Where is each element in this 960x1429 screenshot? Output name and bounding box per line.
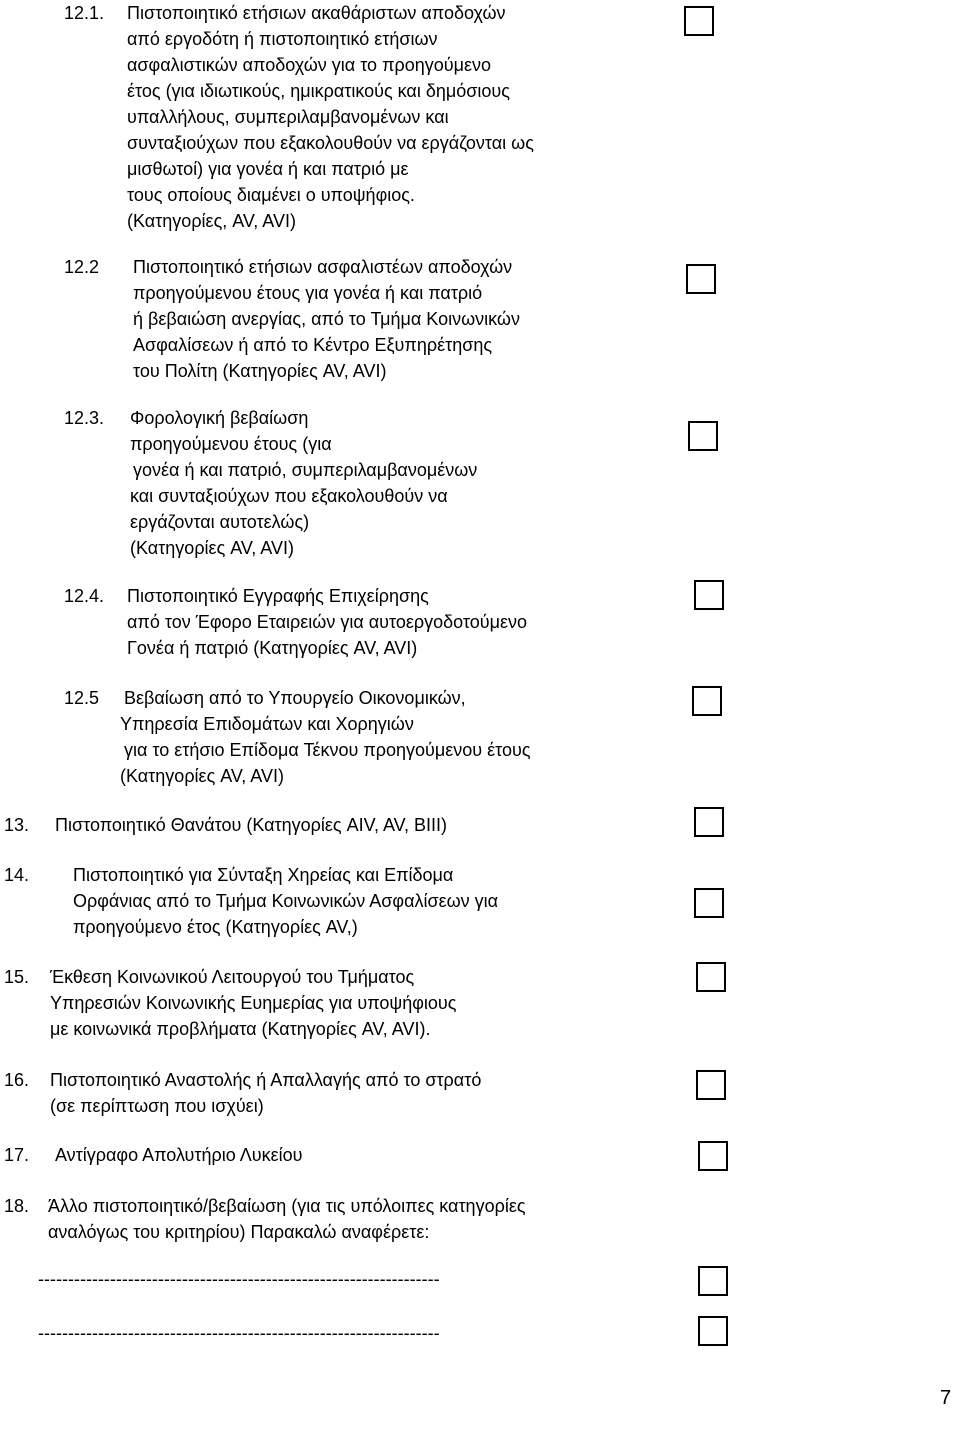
item-text-line: Πιστοποιητικό Αναστολής ή Απαλλαγής από το στρατό — [50, 1070, 482, 1090]
item-text-line: έτος (για ιδιωτικούς, ημικρατικούς και δημόσιους — [127, 81, 510, 101]
item-text-line: και συνταξιούχων που εξακολουθούν να — [130, 486, 448, 506]
checkbox[interactable] — [692, 686, 722, 716]
checkbox[interactable] — [694, 888, 724, 918]
item-text-line: Πιστοποιητικό ετήσιων ακαθάριστων αποδοχών — [127, 3, 506, 23]
item-text-line: Υπηρεσιών Κοινωνικής Ευημερίας για υποψήφιους — [50, 993, 457, 1013]
checkbox[interactable] — [696, 962, 726, 992]
item-text-line: από τον Έφορο Εταιρειών για αυτοεργοδοτούμενο — [127, 612, 528, 632]
blank-fill-line[interactable]: ------------------------------------------------------------------- — [38, 1269, 440, 1289]
item-number: 12.4. — [64, 586, 105, 606]
item-number: 12.2 — [64, 257, 100, 277]
item-text-line: τους οποίους διαμένει ο υποψήφιος. — [127, 185, 415, 205]
item-number: 16. — [4, 1070, 30, 1090]
checkbox[interactable] — [694, 807, 724, 837]
item-text-line: Έκθεση Κοινωνικού Λειτουργού του Τμήματος — [50, 967, 415, 987]
checkbox[interactable] — [684, 6, 714, 36]
blank-fill-line[interactable]: ------------------------------------------------------------------- — [38, 1323, 440, 1343]
item-text-line: για το ετήσιο Επίδομα Τέκνου προηγούμενου έτους — [124, 740, 531, 760]
item-number: 18. — [4, 1196, 30, 1216]
item-number: 15. — [4, 967, 30, 987]
checkbox[interactable] — [686, 264, 716, 294]
checkbox[interactable] — [698, 1316, 728, 1346]
item-text-line: από εργοδότη ή πιστοποιητικό ετήσιων — [127, 29, 438, 49]
item-text-line: προηγούμενου έτους για γονέα ή και πατριό — [133, 283, 483, 303]
item-text-line: Αντίγραφο Απολυτήριο Λυκείου — [55, 1145, 303, 1165]
item-text-line: προηγούμενου έτους (για — [130, 434, 332, 454]
item-text-line: (Κατηγορίες AV, AVI) — [130, 538, 294, 558]
item-text-line: (σε περίπτωση που ισχύει) — [50, 1096, 264, 1116]
item-text-line: υπαλλήλους, συμπεριλαμβανομένων και — [127, 107, 449, 127]
checkbox[interactable] — [698, 1141, 728, 1171]
item-text-line: Πιστοποιητικό Θανάτου (Κατηγορίες AIV, AV, BIII) — [55, 815, 447, 835]
item-number: 17. — [4, 1145, 30, 1165]
item-text-line: του Πολίτη (Κατηγορίες AV, AVI) — [133, 361, 387, 381]
item-text-line: Πιστοποιητικό Εγγραφής Επιχείρησης — [127, 586, 429, 606]
item-text-line: Φορολογική βεβαίωση — [130, 408, 309, 428]
item-text-line: Υπηρεσία Επιδομάτων και Χορηγιών — [120, 714, 414, 734]
item-text-line: Ασφαλίσεων ή από το Κέντρο Εξυπηρέτησης — [133, 335, 493, 355]
item-text-line: Βεβαίωση από το Υπουργείο Οικονομικών, — [124, 688, 466, 708]
item-number: 13. — [4, 815, 30, 835]
item-text-line: ή βεβαιώση ανεργίας, από το Τμήμα Κοινωνικών — [133, 309, 520, 329]
checkbox[interactable] — [694, 580, 724, 610]
item-text-line: Πιστοποιητικό για Σύνταξη Χηρείας και Επίδομα — [73, 865, 454, 885]
item-number: 12.3. — [64, 408, 105, 428]
item-number: 14. — [4, 865, 30, 885]
item-text-line: (Κατηγορίες, AV, AVI) — [127, 211, 296, 231]
item-text-line: ασφαλιστικών αποδοχών για το προηγούμενο — [127, 55, 492, 75]
item-text-line: Ορφάνιας από το Τμήμα Κοινωνικών Ασφαλίσεων για — [73, 891, 499, 911]
item-text-line: μισθωτοί) για γονέα ή και πατριό με — [127, 159, 409, 179]
item-text-line: Άλλο πιστοποιητικό/βεβαίωση (για τις υπόλοιπες κατηγορίες — [48, 1196, 526, 1216]
item-text-line: εργάζονται αυτοτελώς) — [130, 512, 310, 532]
item-text-line: Γονέα ή πατριό (Κατηγορίες AV, AVI) — [127, 638, 418, 658]
item-text-line: με κοινωνικά προβλήματα (Κατηγορίες AV, AVI). — [50, 1019, 431, 1039]
item-text-line: συνταξιούχων που εξακολουθούν να εργάζονται ως — [127, 133, 534, 153]
item-number: 12.1. — [64, 3, 105, 23]
page-number: 7 — [940, 1387, 952, 1409]
checkbox[interactable] — [688, 421, 718, 451]
item-text-line: (Κατηγορίες AV, AVI) — [120, 766, 284, 786]
checkbox[interactable] — [696, 1070, 726, 1100]
checkbox[interactable] — [698, 1266, 728, 1296]
item-text-line: γονέα ή και πατριό, συμπεριλαμβανομένων — [133, 460, 478, 480]
item-text-line: αναλόγως του κριτηρίου) Παρακαλώ αναφέρετε: — [48, 1222, 430, 1242]
item-text-line: Πιστοποιητικό ετήσιων ασφαλιστέων αποδοχών — [133, 257, 513, 277]
item-text-line: προηγούμενο έτος (Κατηγορίες AV,) — [73, 917, 358, 937]
item-number: 12.5 — [64, 688, 100, 708]
